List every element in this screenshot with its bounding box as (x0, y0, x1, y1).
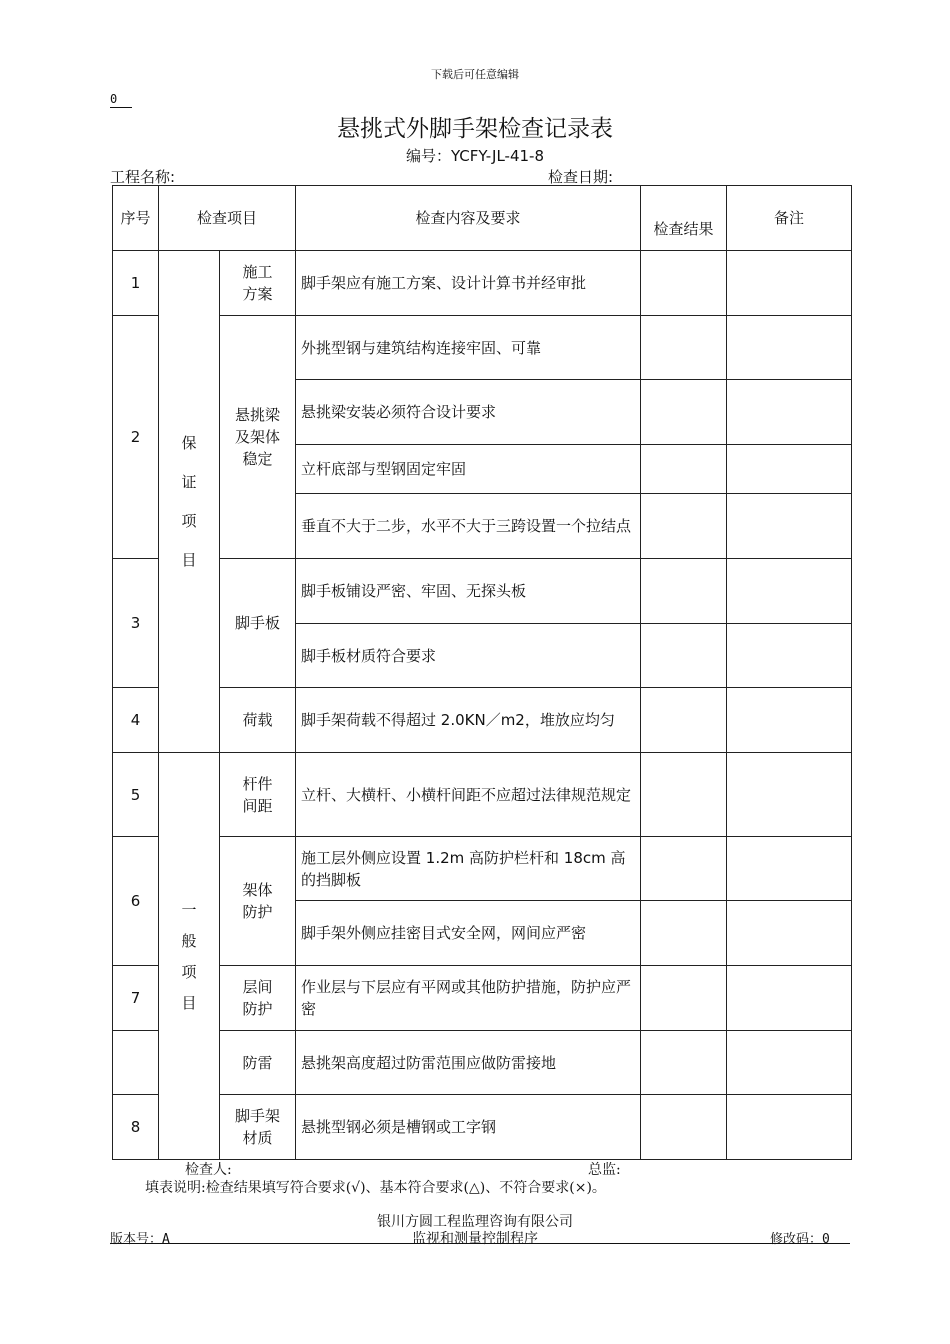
header-content: 检查内容及要求 (296, 186, 641, 251)
table-row (113, 1095, 852, 1160)
remark-cell[interactable] (727, 445, 852, 494)
sub-item (220, 688, 296, 753)
sub-item (220, 251, 296, 316)
content-cell: 悬挑梁安装必须符合设计要求 (296, 380, 641, 445)
header-item: 检查项目 (159, 186, 296, 251)
group-char: 项 (181, 962, 197, 981)
table-row (113, 837, 852, 901)
result-cell[interactable] (641, 380, 727, 445)
table-row (113, 316, 852, 380)
result-cell[interactable] (641, 1031, 727, 1095)
download-note: 下载后可任意编辑 (431, 68, 519, 81)
remark-cell[interactable] (727, 1031, 852, 1095)
content-cell: 立杆底部与型钢固定牢固 (296, 445, 641, 494)
company-name: 银川方圆工程监理咨询有限公司 (377, 1214, 573, 1230)
group-char: 般 (181, 931, 197, 950)
row-number: 6 (113, 837, 159, 966)
sub-item-line: 材质 (242, 1129, 273, 1147)
row-number: 1 (113, 251, 159, 316)
top-code: 0 (110, 92, 132, 108)
footer-divider (110, 1243, 850, 1244)
header-no: 序号 (113, 186, 159, 251)
content-cell: 作业层与下层应有平网或其他防护措施，防护应严密 (296, 966, 641, 1031)
sub-item-line: 及架体 (235, 428, 281, 446)
remark-cell[interactable] (727, 624, 852, 688)
group-char: 项 (181, 512, 197, 530)
remark-cell[interactable] (727, 380, 852, 445)
sub-item (220, 837, 296, 966)
program-name: 监视和测量控制程序 (412, 1231, 538, 1247)
table-row (113, 1031, 852, 1095)
result-cell[interactable] (641, 494, 727, 559)
chief-supervisor-label: 总监: (588, 1162, 621, 1178)
result-cell[interactable] (641, 688, 727, 753)
result-cell[interactable] (641, 966, 727, 1031)
row-number: 2 (113, 316, 159, 559)
inspection-date-label: 检查日期: (548, 168, 614, 186)
inspection-table (112, 185, 852, 1160)
table-row (113, 753, 852, 837)
result-cell[interactable] (641, 1095, 727, 1160)
sub-item-line: 稳定 (242, 450, 273, 468)
modification-code: 修改码：0 (770, 1232, 830, 1247)
result-cell[interactable] (641, 624, 727, 688)
sub-item-line: 防雷 (242, 1053, 273, 1072)
sub-item-line: 防护 (242, 903, 273, 921)
result-cell[interactable] (641, 316, 727, 380)
sub-item-line: 间距 (242, 796, 273, 815)
remark-cell[interactable] (727, 251, 852, 316)
content-cell: 悬挑型钢必须是槽钢或工字钢 (296, 1095, 641, 1160)
result-cell[interactable] (641, 559, 727, 624)
sub-item (220, 1095, 296, 1160)
content-cell: 脚手架应有施工方案、设计计算书并经审批 (296, 251, 641, 316)
sub-item-line: 杆件 (242, 774, 273, 793)
result-cell[interactable] (641, 753, 727, 837)
sub-item (220, 966, 296, 1031)
title-main: 悬挑式外脚手架检查 (337, 116, 544, 142)
fill-instructions: 填表说明:检查结果填写符合要求(√)、基本符合要求(△)、不符合要求(×)。 (145, 1180, 606, 1196)
result-cell[interactable] (641, 901, 727, 966)
group-char: 目 (181, 993, 197, 1012)
sub-item-line: 架体 (242, 881, 273, 899)
content-cell: 垂直不大于二步，水平不大于三跨设置一个拉结点 (296, 494, 641, 559)
table-row (113, 559, 852, 624)
remark-cell[interactable] (727, 559, 852, 624)
group-char: 一 (181, 900, 197, 919)
group-guarantee (159, 251, 220, 753)
remark-cell[interactable] (727, 901, 852, 966)
row-number: 4 (113, 688, 159, 753)
page-title (0, 110, 950, 143)
table-row (113, 966, 852, 1031)
result-cell[interactable] (641, 251, 727, 316)
row-number: 5 (113, 753, 159, 837)
sub-item-line: 荷载 (242, 711, 273, 729)
sub-item-line: 施工 (242, 263, 273, 281)
group-char: 目 (181, 551, 197, 569)
sub-item (220, 316, 296, 559)
header-remark: 备注 (727, 186, 852, 251)
remark-cell[interactable] (727, 494, 852, 559)
content-cell: 外挑型钢与建筑结构连接牢固、可靠 (296, 316, 641, 380)
inspector-label: 检查人: (185, 1162, 232, 1178)
content-cell: 施工层外侧应设置 1.2m 高防护栏杆和 18cm 高的挡脚板 (296, 837, 641, 901)
group-general (159, 753, 220, 1160)
header-result: 检查结果 (641, 186, 727, 251)
group-char: 保 (181, 434, 197, 452)
remark-cell[interactable] (727, 1095, 852, 1160)
result-cell[interactable] (641, 445, 727, 494)
sub-item-line: 防护 (242, 1000, 273, 1018)
content-cell: 脚手板铺设严密、牢固、无探头板 (296, 559, 641, 624)
sub-item-line: 脚手架 (235, 1107, 281, 1125)
sub-item (220, 753, 296, 837)
remark-cell[interactable] (727, 316, 852, 380)
content-cell: 脚手架外侧应挂密目式安全网，网间应严密 (296, 901, 641, 966)
table-row (113, 251, 852, 316)
sub-item-line: 悬挑梁 (235, 406, 281, 424)
sub-item-line: 脚手板 (235, 614, 281, 632)
sub-item-line: 方案 (242, 285, 273, 303)
remark-cell[interactable] (727, 688, 852, 753)
project-name-label: 工程名称: (110, 168, 176, 186)
title-tail: 记录表 (544, 116, 613, 142)
table-row (113, 688, 852, 753)
document-code: 编号：YCFY-JL-41-8 (405, 147, 545, 165)
remark-cell[interactable] (727, 837, 852, 901)
row-number (113, 1031, 159, 1095)
result-cell[interactable] (641, 837, 727, 901)
content-cell: 悬挑架高度超过防雷范围应做防雷接地 (296, 1031, 641, 1095)
content-cell: 脚手架荷载不得超过 2.0KN／m2，堆放应均匀 (296, 688, 641, 753)
row-number: 3 (113, 559, 159, 688)
remark-cell[interactable] (727, 753, 852, 837)
content-cell: 立杆、大横杆、小横杆间距不应超过法律规范规定 (296, 753, 641, 837)
row-number: 7 (113, 966, 159, 1031)
table-header-row (113, 186, 852, 251)
group-char: 证 (181, 473, 197, 491)
sub-item (220, 1031, 296, 1095)
remark-cell[interactable] (727, 966, 852, 1031)
sub-item-line: 层间 (242, 978, 273, 996)
content-cell: 脚手板材质符合要求 (296, 624, 641, 688)
version-number: 版本号：A (110, 1232, 170, 1247)
sub-item (220, 559, 296, 688)
row-number: 8 (113, 1095, 159, 1160)
